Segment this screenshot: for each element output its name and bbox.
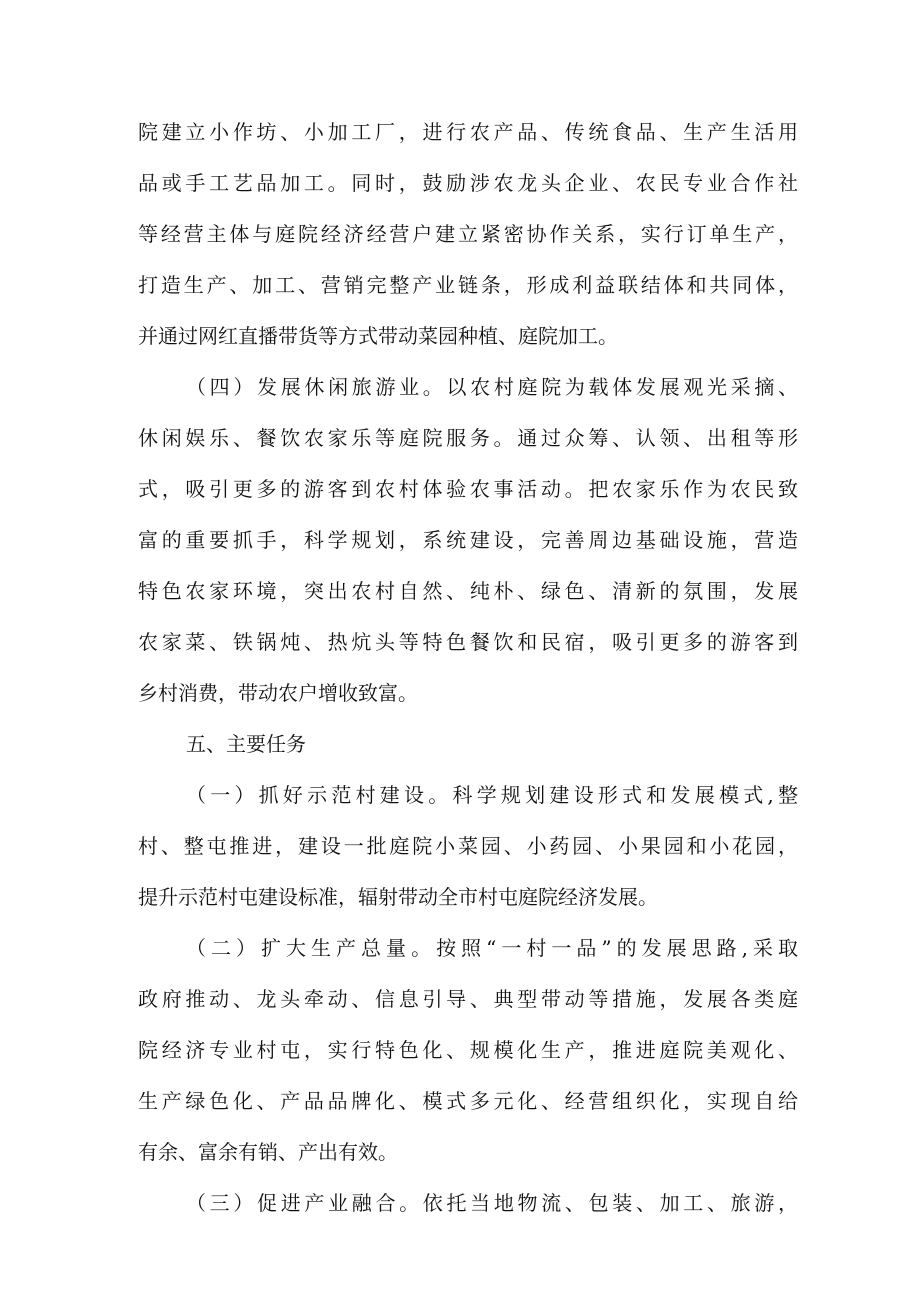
text-line: 提升示范村屯建设标准，辐射带动全市村屯庭院经济发展。 <box>138 885 658 909</box>
chapter-heading: 五、主要任务 <box>186 732 306 756</box>
text-line: 品或手工艺品加工。同时，鼓励涉农龙头企业、农民专业合作社 <box>138 171 798 195</box>
section-heading-line: （三）促进产业融合。依托当地物流、包装、加工、旅游， <box>186 1191 798 1215</box>
text-line: 政府推动、龙头牵动、信息引导、典型带动等措施，发展各类庭 <box>138 987 798 1011</box>
text-line: 院经济专业村屯，实行特色化、规模化生产，推进庭院美观化、 <box>138 1038 798 1062</box>
text-line: 休闲娱乐、餐饮农家乐等庭院服务。通过众筹、认领、出租等形 <box>138 426 798 450</box>
section-heading-line: （一）抓好示范村建设。科学规划建设形式和发展模式,整 <box>186 783 798 807</box>
section-heading-line: （二）扩大生产总量。按照“一村一品”的发展思路,采取 <box>186 936 798 960</box>
text-line: 生产绿色化、产品品牌化、模式多元化、经营组织化，实现自给 <box>138 1089 798 1113</box>
text-line: 村、整屯推进，建设一批庭院小菜园、小药园、小果园和小花园， <box>138 834 798 858</box>
text-line: 富的重要抓手，科学规划，系统建设，完善周边基础设施，营造 <box>138 528 798 552</box>
text-line: 院建立小作坊、小加工厂，进行农产品、传统食品、生产生活用 <box>138 120 798 144</box>
text-line: 乡村消费，带动农户增收致富。 <box>138 681 418 705</box>
text-line: 式，吸引更多的游客到农村体验农事活动。把农家乐作为农民致 <box>138 477 798 501</box>
section-heading-line: （四）发展休闲旅游业。以农村庭院为载体发展观光采摘、 <box>186 375 798 399</box>
text-line: 有余、富余有销、产出有效。 <box>138 1140 398 1164</box>
text-line: 等经营主体与庭院经济经营户建立紧密协作关系，实行订单生产， <box>138 222 798 246</box>
text-line: 特色农家环境，突出农村自然、纯朴、绿色、清新的氛围，发展 <box>138 579 798 603</box>
text-line: 农家菜、铁锅炖、热炕头等特色餐饮和民宿，吸引更多的游客到 <box>138 630 798 654</box>
text-line: 打造生产、加工、营销完整产业链条，形成利益联结体和共同体， <box>138 273 798 297</box>
text-line: 并通过网红直播带货等方式带动菜园种植、庭院加工。 <box>138 324 618 348</box>
